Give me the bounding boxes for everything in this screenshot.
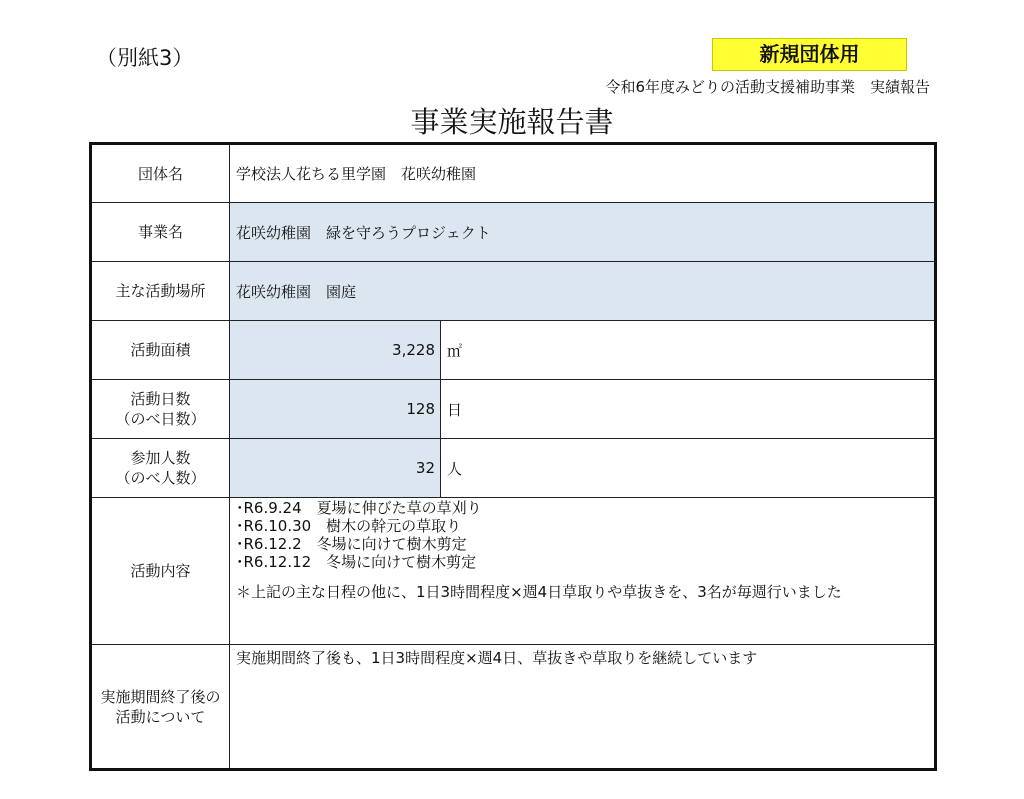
row-activity-content — [91, 498, 936, 645]
activity-days-label — [91, 380, 230, 439]
row-after-period — [91, 645, 936, 770]
activity-area-value: 3,228 — [230, 321, 441, 380]
participants-unit: 人 — [441, 439, 936, 498]
row-activity-place — [91, 262, 936, 321]
row-activity-area — [91, 321, 936, 380]
report-table — [89, 142, 937, 771]
participants-label — [91, 439, 230, 498]
participants-label-line2: （のべ人数） — [115, 469, 206, 487]
activity-area-unit: ㎡ — [441, 321, 936, 380]
row-group-name — [91, 144, 936, 203]
subtitle: 令和6年度みどりの活動支援補助事業 実績報告 — [605, 78, 930, 96]
activity-item: ･R6.9.24 夏場に伸びた草の草刈り — [236, 499, 482, 517]
activity-content-cell — [230, 498, 936, 645]
attachment-label: （別紙3） — [96, 46, 194, 70]
activity-place-value: 花咲幼稚園 園庭 — [230, 262, 936, 321]
activity-item: ･R6.10.30 樹木の幹元の草取り — [236, 517, 462, 535]
group-name-value: 学校法人花ちる里学園 花咲幼稚園 — [230, 144, 936, 203]
new-group-badge: 新規団体用 — [712, 38, 907, 71]
project-name-value: 花咲幼稚園 緑を守ろうプロジェクト — [230, 203, 936, 262]
activity-item: ･R6.12.12 冬場に向けて樹木剪定 — [236, 553, 477, 571]
activity-days-label-line1: 活動日数 — [130, 390, 191, 408]
row-project-name — [91, 203, 936, 262]
activity-area-label: 活動面積 — [91, 321, 230, 380]
row-participants — [91, 439, 936, 498]
activity-days-value: 128 — [230, 380, 441, 439]
after-period-value: 実施期間終了後も、1日3時間程度×週4日、草抜きや草取りを継続しています — [230, 645, 936, 770]
activity-place-label: 主な活動場所 — [91, 262, 230, 321]
activity-days-label-line2: （のべ日数） — [115, 410, 206, 428]
activity-days-unit: 日 — [441, 380, 936, 439]
after-period-label-line1: 実施期間終了後の — [100, 687, 221, 706]
row-activity-days — [91, 380, 936, 439]
participants-label-line1: 参加人数 — [130, 449, 191, 467]
page-title: 事業実施報告書 — [410, 105, 614, 139]
project-name-label: 事業名 — [91, 203, 230, 262]
after-period-label-line2: 活動について — [115, 707, 206, 726]
participants-value: 32 — [230, 439, 441, 498]
group-name-label: 団体名 — [91, 144, 230, 203]
after-period-label — [91, 645, 230, 770]
activity-content-label: 活動内容 — [91, 498, 230, 645]
activity-note: ＊上記の主な日程の他に、1日3時間程度×週4日草取りや草抜きを、3名が毎週行いました — [236, 583, 842, 601]
activity-item: ･R6.12.2 冬場に向けて樹木剪定 — [236, 535, 467, 553]
